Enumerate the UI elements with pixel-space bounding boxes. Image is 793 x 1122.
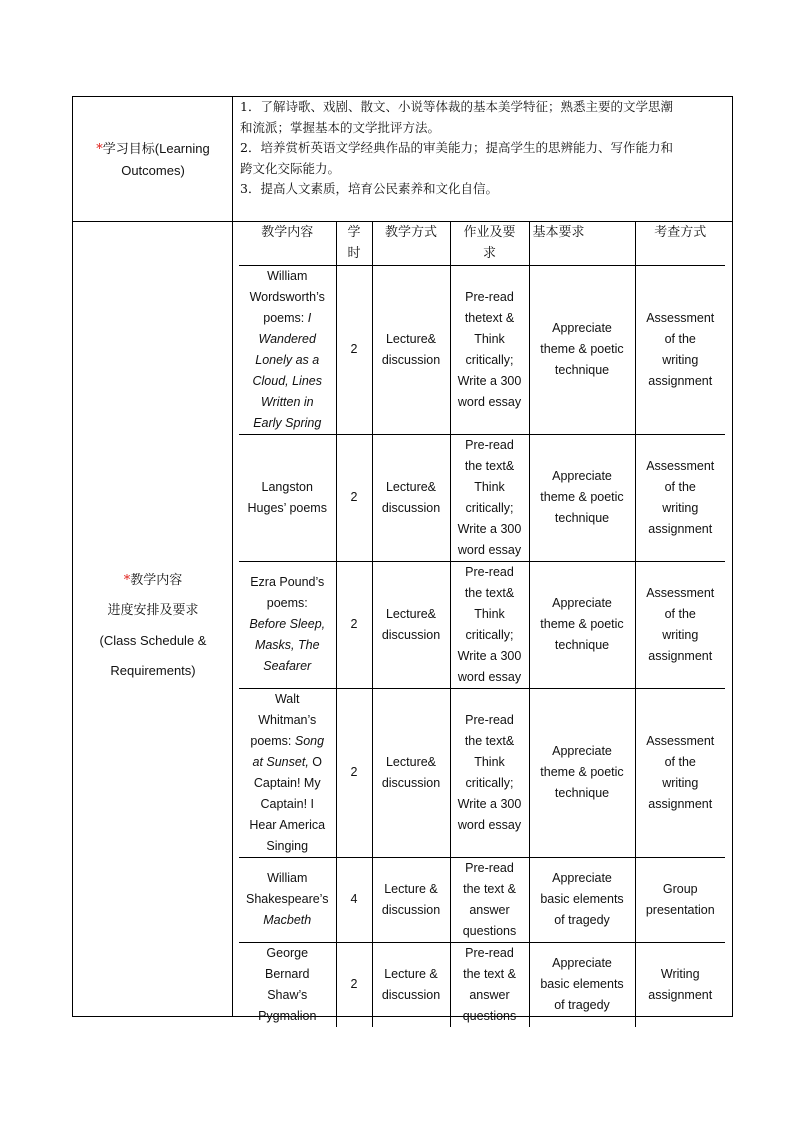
schedule-label-cn-2: 进度安排及要求 <box>107 603 199 618</box>
basic-requirements: Appreciate basic elements of tragedy <box>529 942 635 1027</box>
column-divider <box>232 96 233 1017</box>
header-basic-requirements: 基本要求 <box>529 222 635 265</box>
learning-outcomes-label-en-2: Outcomes) <box>121 163 185 178</box>
table-row <box>239 434 725 561</box>
header-hours: 学 时 <box>336 222 372 265</box>
assessment: Group presentation <box>635 857 725 942</box>
schedule-header-row <box>239 222 725 265</box>
basic-requirements: Appreciate basic elements of tragedy <box>529 857 635 942</box>
homework: Pre-read the text & answer questions <box>450 857 529 942</box>
header-homework: 作业及要 求 <box>450 222 529 265</box>
basic-requirements: Appreciate theme & poetic technique <box>529 434 635 561</box>
teaching-method: Lecture& discussion <box>372 265 450 434</box>
hours: 2 <box>336 688 372 857</box>
homework: Pre-read thetext & Think critically; Write a 300 word essay <box>450 265 529 434</box>
hours: 2 <box>336 561 372 688</box>
teaching-method: Lecture& discussion <box>372 688 450 857</box>
schedule-label <box>80 566 226 686</box>
homework: Pre-read the text& Think critically; Write a 300 word essay <box>450 688 529 857</box>
teaching-method: Lecture& discussion <box>372 561 450 688</box>
homework: Pre-read the text & answer questions <box>450 942 529 1027</box>
schedule-label-en-2: Requirements) <box>110 663 196 678</box>
required-star: * <box>123 573 131 588</box>
hours: 2 <box>336 434 372 561</box>
course-content: George Bernard Shaw’s Pygmalion <box>239 942 336 1027</box>
basic-requirements: Appreciate theme & poetic technique <box>529 561 635 688</box>
learning-outcomes-text <box>240 97 730 200</box>
course-content: Ezra Pound’s poems: Before Sleep, Masks, The Seafarer <box>239 561 336 688</box>
header-content: 教学内容 <box>239 222 336 265</box>
course-content: Langston Huges’ poems <box>239 434 336 561</box>
learning-outcomes-label <box>80 138 226 181</box>
header-method: 教学方式 <box>372 222 450 265</box>
schedule-table <box>239 222 725 1027</box>
basic-requirements: Appreciate theme & poetic technique <box>529 265 635 434</box>
assessment: Assessment of the writing assignment <box>635 434 725 561</box>
outcome-line: 3．提高人文素质，培育公民素养和文化自信。 <box>240 181 498 196</box>
hours: 2 <box>336 942 372 1027</box>
assessment: Assessment of the writing assignment <box>635 265 725 434</box>
homework: Pre-read the text& Think critically; Write a 300 word essay <box>450 434 529 561</box>
table-row <box>239 265 725 434</box>
table-row <box>239 942 725 1027</box>
teaching-method: Lecture & discussion <box>372 942 450 1027</box>
schedule-label-en-1: (Class Schedule & <box>99 633 207 648</box>
homework: Pre-read the text& Think critically; Write a 300 word essay <box>450 561 529 688</box>
assessment: Writing assignment <box>635 942 725 1027</box>
outcome-line: 1．了解诗歌、戏剧、散文、小说等体裁的基本美学特征；熟悉主要的文学思潮 <box>240 99 673 114</box>
required-star: * <box>96 142 103 157</box>
header-assessment: 考查方式 <box>635 222 725 265</box>
teaching-method: Lecture& discussion <box>372 434 450 561</box>
course-content: William Shakespeare’s Macbeth <box>239 857 336 942</box>
outcome-line: 2．培养赏析英语文学经典作品的审美能力；提高学生的思辨能力、写作能力和 <box>240 140 673 155</box>
outcome-line: 跨文化交际能力。 <box>240 160 341 176</box>
learning-outcomes-label-en-1: (Learning <box>154 141 210 156</box>
basic-requirements: Appreciate theme & poetic technique <box>529 688 635 857</box>
assessment: Assessment of the writing assignment <box>635 561 725 688</box>
course-content: Walt Whitman’s poems: Song at Sunset, O Captain! My Captain! I Hear America Singing <box>239 688 336 857</box>
table-row <box>239 561 725 688</box>
hours: 4 <box>336 857 372 942</box>
learning-outcomes-label-cn: 学习目标 <box>102 142 155 157</box>
course-content: William Wordsworth’s poems: I Wandered Lonely as a Cloud, Lines Written in Early Spring <box>239 265 336 434</box>
hours: 2 <box>336 265 372 434</box>
outcome-line: 和流派；掌握基本的文学批评方法。 <box>240 119 441 135</box>
table-row <box>239 688 725 857</box>
teaching-method: Lecture & discussion <box>372 857 450 942</box>
assessment: Assessment of the writing assignment <box>635 688 725 857</box>
table-row <box>239 857 725 942</box>
schedule-label-cn-1: 教学内容 <box>130 573 183 588</box>
